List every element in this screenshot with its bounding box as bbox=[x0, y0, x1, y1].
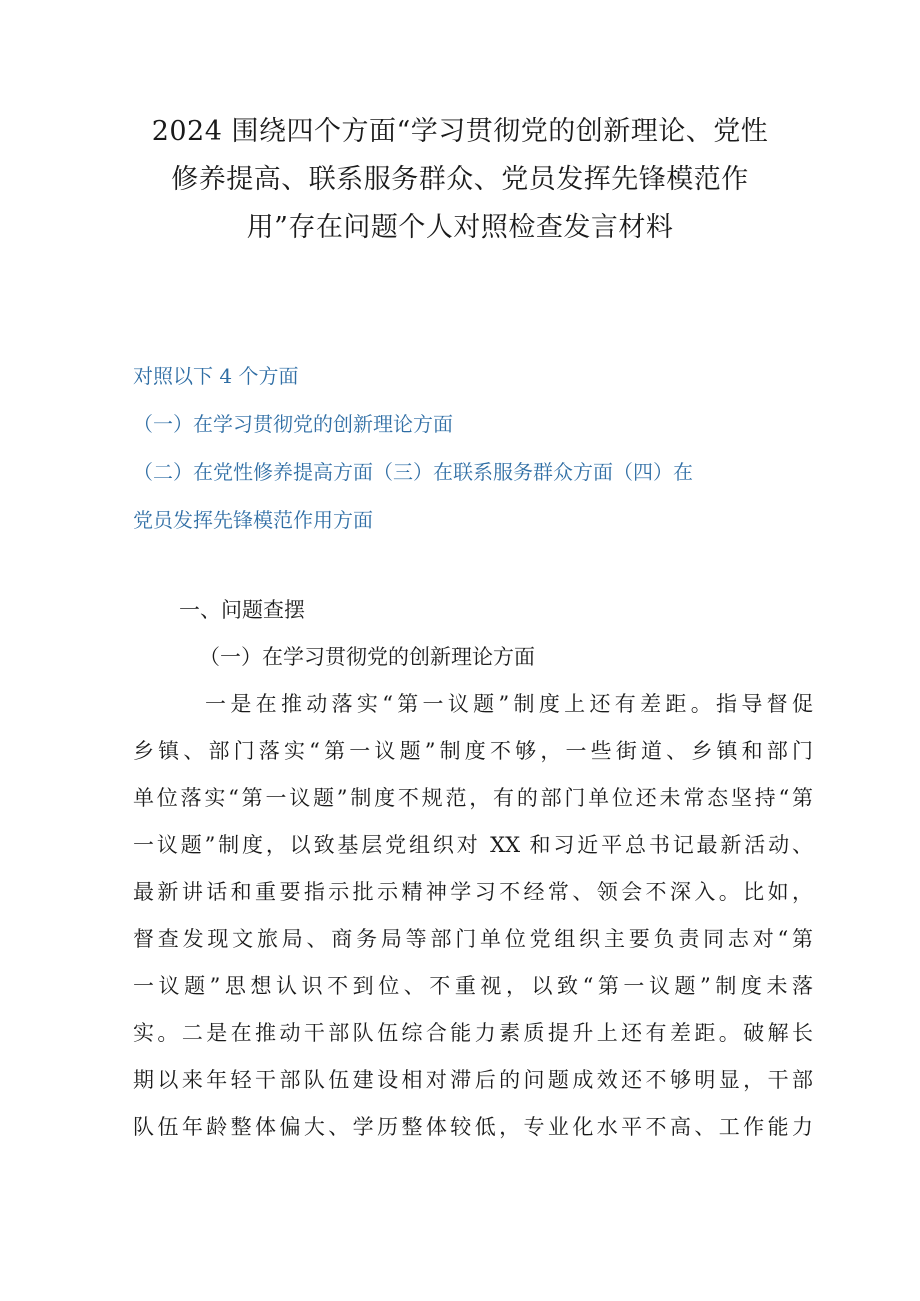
section-heading: 一、问题查摆 bbox=[179, 598, 305, 622]
paragraph-line: 一议题”制度，以致基层党组织对 XX 和习近平总书记最新活动、 bbox=[133, 833, 813, 857]
title-line-2: 修养提高、联系服务群众、党员发挥先锋模范作 bbox=[171, 164, 749, 195]
paragraph-line: 期以来年轻干部队伍建设相对滞后的问题成效还不够明显，干部 bbox=[133, 1068, 813, 1092]
toc-intro[interactable]: 对照以下 4 个方面 bbox=[133, 364, 299, 388]
toc-item-2-4[interactable]: （二）在党性修养提高方面（三）在联系服务群众方面（四）在 bbox=[133, 460, 693, 484]
subsection-heading: （一）在学习贯彻党的创新理论方面 bbox=[199, 645, 535, 669]
toc-item-4-continued[interactable]: 党员发挥先锋模范作用方面 bbox=[133, 508, 373, 532]
paragraph-line: 督查发现文旅局、商务局等部门单位党组织主要负责同志对“第 bbox=[133, 927, 813, 951]
toc-item-1[interactable]: （一）在学习贯彻党的创新理论方面 bbox=[133, 412, 453, 436]
paragraph-line: 一是在推动落实“第一议题”制度上还有差距。指导督促 bbox=[205, 692, 813, 716]
paragraph-line: 一议题”思想认识不到位、不重视，以致“第一议题”制度未落 bbox=[133, 974, 813, 998]
document-title bbox=[120, 108, 800, 252]
paragraph-line: 乡镇、部门落实“第一议题”制度不够，一些街道、乡镇和部门 bbox=[133, 739, 813, 763]
paragraph-line: 单位落实“第一议题”制度不规范，有的部门单位还未常态坚持“第 bbox=[133, 786, 813, 810]
title-line-1: 2024 围绕四个方面“学习贯彻党的创新理论、党性 bbox=[151, 116, 769, 147]
paragraph-line: 最新讲话和重要指示批示精神学习不经常、领会不深入。比如， bbox=[133, 880, 813, 904]
document-body bbox=[133, 587, 813, 1151]
table-of-contents bbox=[133, 352, 803, 544]
title-line-3: 用”存在问题个人对照检查发言材料 bbox=[246, 212, 674, 243]
paragraph-line: 队伍年龄整体偏大、学历整体较低，专业化水平不高、工作能力 bbox=[133, 1115, 813, 1139]
paragraph-line: 实。二是在推动干部队伍综合能力素质提升上还有差距。破解长 bbox=[133, 1021, 813, 1045]
